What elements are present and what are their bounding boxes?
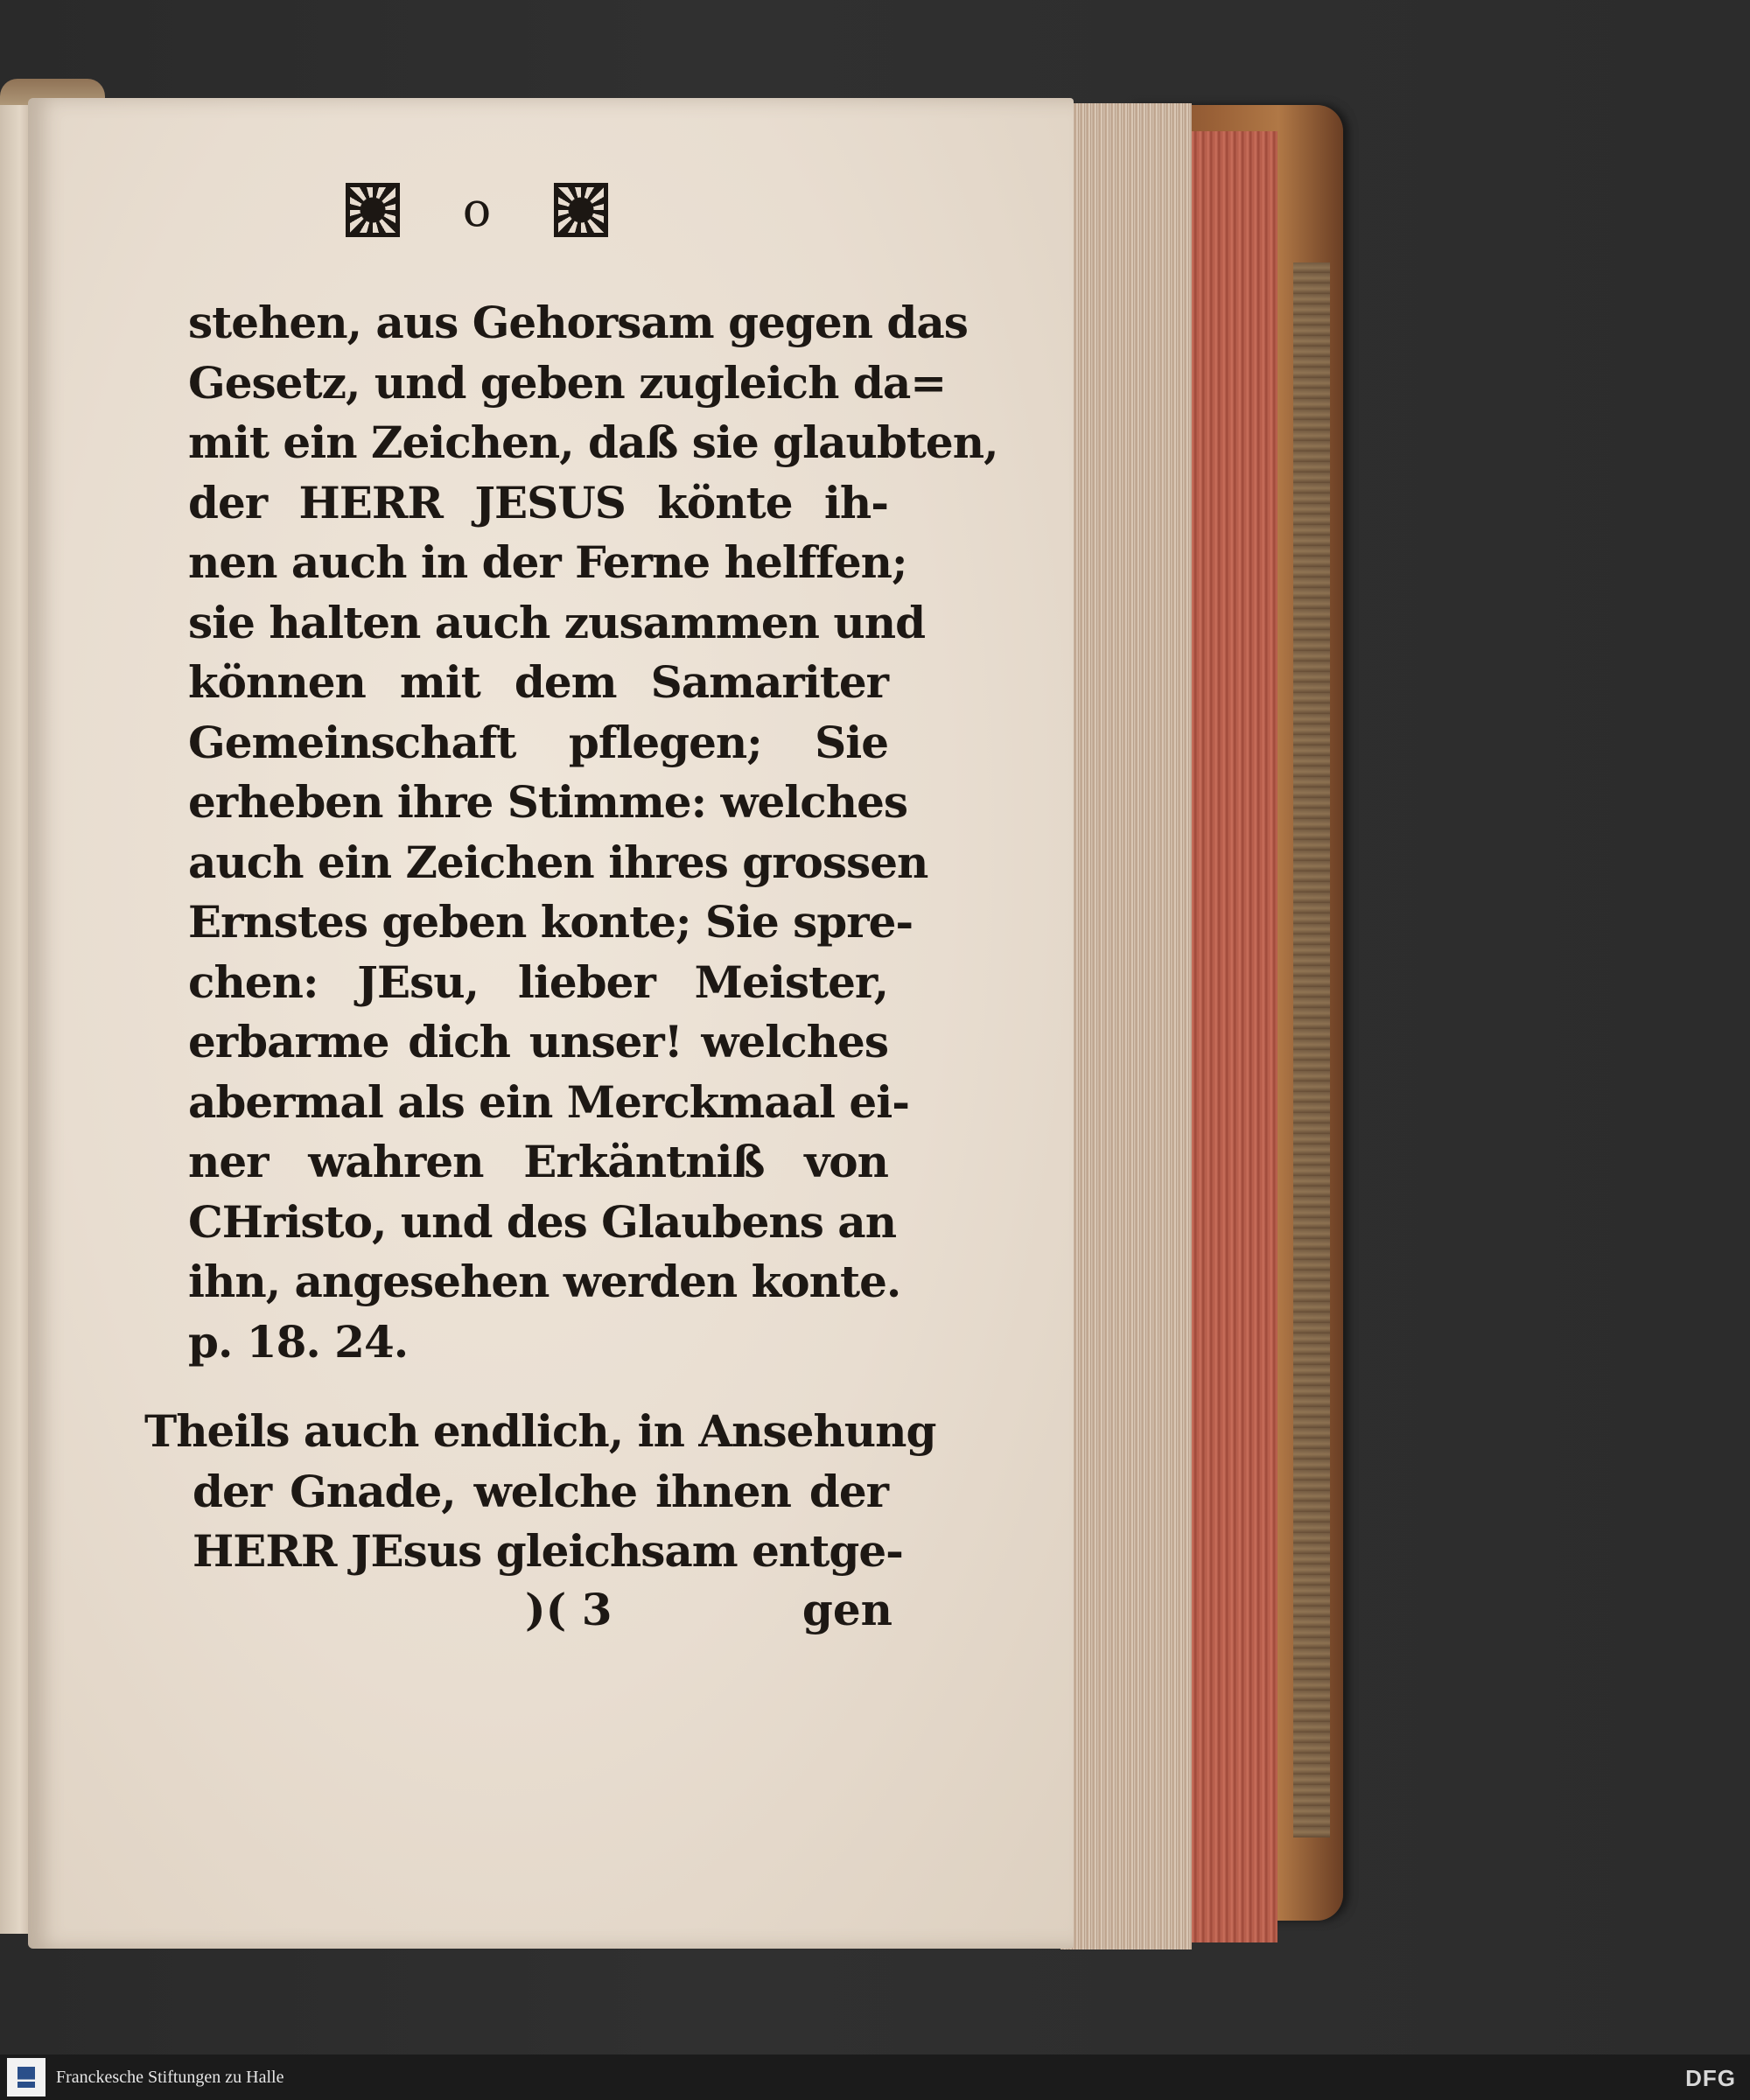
text-line: auch ein Zeichen ihres grossen: [188, 836, 928, 888]
text-line: nen auch in der Ferne helffen;: [188, 536, 907, 588]
ornament-left-icon: [346, 183, 400, 237]
text-line: HERR JEsus gleichsam entge-: [192, 1525, 903, 1577]
text-line: ner wahren Erkäntniß von: [188, 1136, 888, 1187]
text-line: CHristo, und des Glaubens an: [188, 1195, 897, 1248]
paragraph-1: [188, 293, 998, 1372]
institution-logo-icon: [7, 2058, 46, 2096]
text-line: sie halten auch zusammen und: [188, 596, 926, 648]
text-line: Theils auch endlich, in Ansehung: [144, 1405, 936, 1457]
text-line: ihn, angesehen werden konte.: [188, 1256, 901, 1307]
cover-spine-texture: [1293, 262, 1330, 1838]
text-line: Gemeinschaft pflegen; Sie: [188, 716, 888, 768]
text-line: erbarme dich unser! welches: [188, 1016, 888, 1068]
text-line: erheben ihre Stimme: welches: [188, 776, 908, 828]
dfg-logo: DFG: [1685, 2065, 1736, 2091]
text-line: abermal als ein Merckmaal ei-: [188, 1075, 909, 1128]
attribution-bar: [0, 2054, 1750, 2100]
page-header: [346, 175, 608, 245]
ornament-right-icon: [554, 183, 608, 237]
text-line: der HERR JESUS könte ih-: [188, 476, 888, 528]
text-line: können mit dem Samariter: [188, 656, 888, 708]
text-line: Ernstes geben konte; Sie spre-: [188, 896, 914, 948]
text-line: stehen, aus Gehorsam gegen das: [188, 297, 968, 348]
text-line: p. 18. 24.: [188, 1315, 409, 1368]
page-footer: [525, 1584, 892, 1645]
text-line: Gesetz, und geben zugleich da=: [188, 356, 947, 409]
text-line: der Gnade, welche ihnen der: [192, 1465, 888, 1517]
catchword: gen: [802, 1584, 892, 1635]
signature-mark: )( 3: [525, 1584, 612, 1635]
red-page-edge: [1190, 131, 1278, 1942]
page-number: o: [462, 182, 492, 237]
page-stack: [1060, 103, 1192, 1950]
text-line: mit ein Zeichen, daß sie glaubten,: [188, 416, 998, 468]
institution-name: Franckesche Stiftungen zu Halle: [56, 2067, 284, 2087]
paragraph-2: [144, 1402, 936, 1582]
text-line: chen: JEsu, lieber Meister,: [188, 956, 888, 1008]
